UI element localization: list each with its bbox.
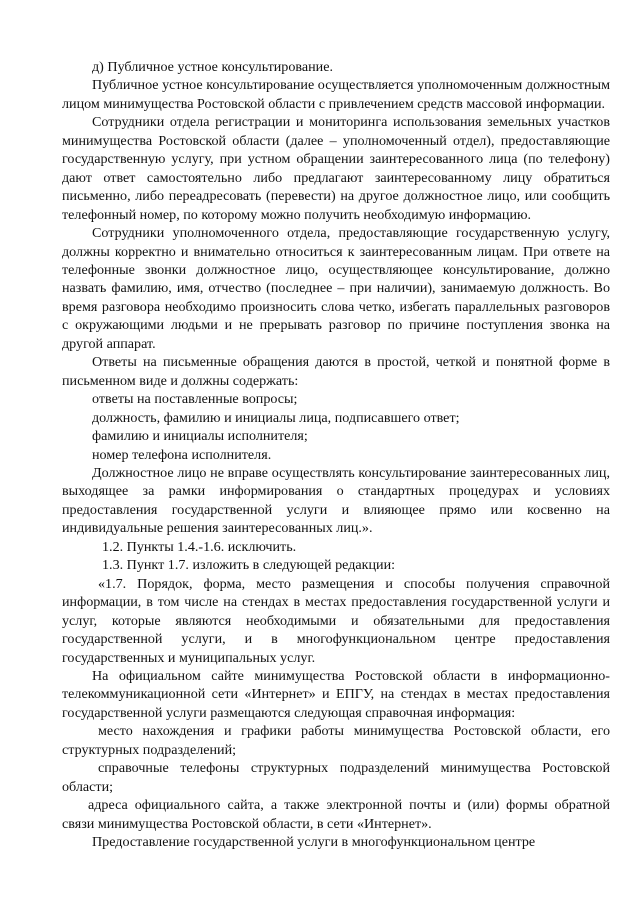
list-item: номер телефона исполнителя.: [92, 446, 272, 463]
paragraph: д) Публичное устное консультирование.: [92, 59, 333, 75]
list-item: фамилию и инициалы исполнителя;: [92, 428, 308, 445]
paragraph: Сотрудники отдела регистрации и мониторинга использования земельных участков минимущества Ростовской области (далее – уполномоченный отдел), предоставляющие государственную услугу, при устном обращении заинтересованного лица (по телефону) дают ответ самостоятельно либо предлагают заинтересованному лицу обратиться письменно, либо переадресовать (перевести) на другое должностное лицо, или сообщить телефонный номер, по которому можно получить необходимую информацию.: [62, 114, 610, 223]
paragraph: адреса официального сайта, а также электронной почты и (или) формы обратной связи минимущества Ростовской области, в сети «Интернет».: [62, 797, 610, 832]
list-item: ответы на поставленные вопросы;: [92, 391, 298, 408]
paragraph: «1.7. Порядок, форма, место размещения и способы получения справочной информации, в том числе на стендах в местах предоставления государственной услуги и услуг, которые являются необходимыми и обязательными для предоставления государственной услуги, и в многофункциональном центре предоставления государственных и муниципальных услуг.: [62, 575, 610, 666]
paragraph: Сотрудники уполномоченного отдела, предоставляющие государственную услугу, должны корректно и внимательно относиться к заинтересованным лицам. При ответе на телефонные звонки должностное лицо, осуществляющее консультирование, должно назвать фамилию, имя, отчество (последнее – при наличии), занимаемую должность. Во время разговора необходимо произносить слова четко, избегать параллельных разговоров с окружающими людьми и не прерывать разговор по причине поступления звонка на другой аппарат.: [62, 225, 610, 352]
paragraph: 1.3. Пункт 1.7. изложить в следующей редакции:: [102, 557, 396, 574]
paragraph: Публичное устное консультирование осуществляется уполномоченным должностным лицом минимущества Ростовской области с привлечением средств массовой информации.: [62, 77, 610, 112]
paragraph: Ответы на письменные обращения даются в простой, четкой и понятной форме в письменном виде и должны содержать:: [62, 354, 610, 389]
document-page: [62, 58, 610, 851]
list-item: должность, фамилию и инициалы лица, подписавшего ответ;: [92, 409, 460, 426]
paragraph: 1.2. Пункты 1.4.-1.6. исключить.: [102, 538, 297, 555]
paragraph: справочные телефоны структурных подразделений минимущества Ростовской области;: [62, 760, 610, 795]
paragraph: На официальном сайте минимущества Ростовской области в информационно-телекоммуникационной сети «Интернет» и ЕПГУ, на стендах в местах предоставления государственной услуги размещаются следующая справочная информация:: [62, 667, 610, 721]
paragraph: место нахождения и графики работы минимущества Ростовской области, его структурных подразделений;: [62, 723, 610, 758]
paragraph: Должностное лицо не вправе осуществлять консультирование заинтересованных лиц, выходящее за рамки информирования о стандартных процедурах и условиях предоставления государственной услуги и влияющее прямо или косвенно на индивидуальные решения заинтересованных лиц.».: [62, 464, 610, 537]
paragraph: Предоставление государственной услуги в многофункциональном центре: [92, 834, 536, 851]
